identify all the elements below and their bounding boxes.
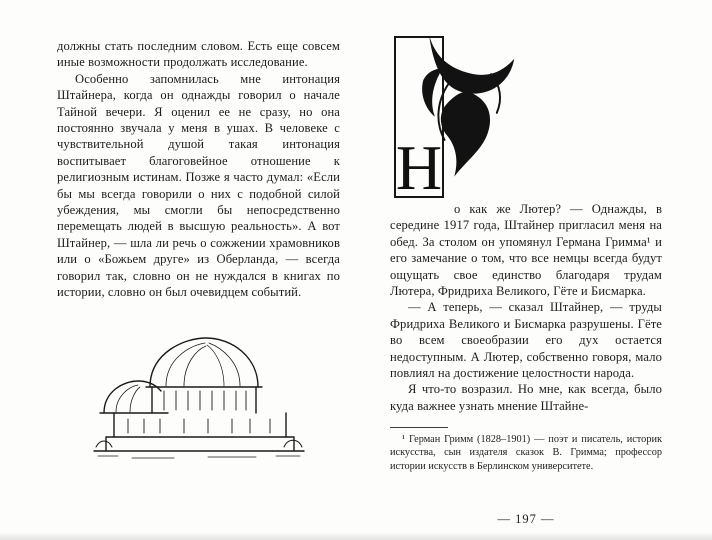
chapter-head — [390, 36, 662, 203]
footnote: ¹ Герман Гримм (1828–1901) — поэт и писатель, историк искусства, сын издателя сказок В. Гримма; профессор истории искусств в Берлинском университете. — [390, 434, 662, 472]
paragraph: должны стать последним словом. Есть еще совсем иные возможности продолжать исследование. — [57, 39, 340, 70]
goetheanum-drawing-svg — [88, 325, 310, 465]
right-page — [356, 0, 712, 540]
paragraph: Особенно запомнилась мне интонация Штайнера, когда он однажды говорил о начале Тайной вечери. Я оценил ее не сразу, но она постоянно звучала у меня в ушах. В человеке с чувствительной душой такая интонация воспитывает благоговейное отношение к религиозным истинам. Позже я часто думал: «Если бы мы всегда говорили о них с подобной силой убеждения, мы смогли бы непосредственно перемещать людей в высшую реальность». А вот Штайнер, — шла ли речь о сожжении храмовников или о «Божьем друге» из Оберланда, — всегда говорил так, словно он не нуждался в книгах по истории, словно он был очевидцем событий. — [57, 71, 340, 300]
drop-cap-letter: Н — [395, 132, 443, 203]
paragraph: Я что-то возразил. Но мне, как всегда, было куда важнее узнать мнение Штайне- — [390, 382, 662, 413]
flame-ornament-illustration — [404, 34, 520, 182]
goetheanum-illustration — [88, 325, 310, 465]
paragraph: — А теперь, — сказал Штайнер, — труды Фридриха Великого и Бисмарка разрушены. Гёте во всем своеобразии его дух остается недоступным. А Лютер, собственно говоря, мало повлиял на достижение целостности народа. — [390, 300, 662, 381]
page-number: — 197 — — [497, 512, 555, 526]
paragraph: о как же Лютер? — Однажды, в середине 1917 года, Штайнер пригласил меня на обед. За столом он упомянул Германа Гримма¹ и его замечание о том, что все немцы всегда будут ощущать свое единство благодаря трудам Лютера, Фридриха Великого, Гёте и Бисмарка. — [390, 202, 662, 299]
footnote-rule — [390, 427, 448, 428]
scan-edge-shadow — [0, 532, 712, 540]
